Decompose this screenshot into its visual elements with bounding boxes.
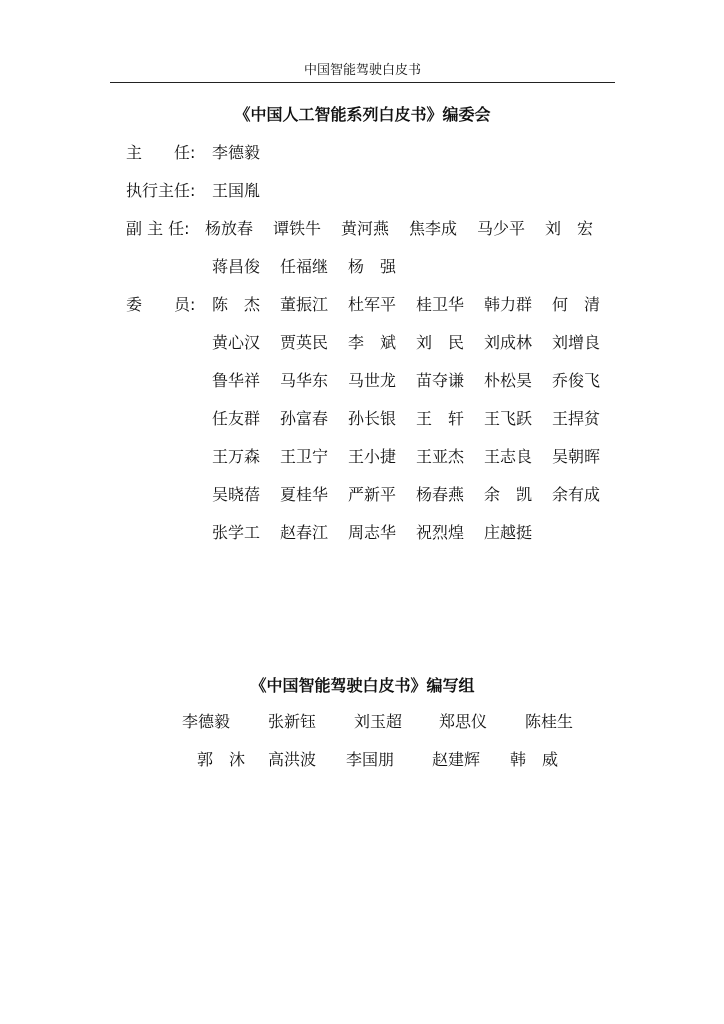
committee-name: 陈 杰 [212,295,261,314]
header-rule [110,82,615,83]
committee-name: 谭铁牛 [273,219,322,238]
committee-name: 王捍贫 [552,409,601,428]
committee-name: 余 凯 [484,485,533,504]
committee-name: 赵春江 [280,523,329,542]
executive-label: 执行主任: [126,181,196,200]
committee-title: 《中国人工智能系列白皮书》编委会 [234,105,491,124]
committee-name: 王卫宁 [280,447,329,466]
committee-name: 黄河燕 [341,219,390,238]
committee-name: 杨 强 [348,257,397,276]
committee-name: 黄心汉 [212,333,261,352]
committee-name: 焦李成 [409,219,458,238]
committee-name: 王飞跃 [484,409,533,428]
committee-name: 马华东 [280,371,329,390]
writer-name: 李国朋 [346,750,395,769]
committee-name: 王志良 [484,447,533,466]
committee-name: 王小捷 [348,447,397,466]
committee-name: 王 轩 [416,409,465,428]
committee-name: 刘成林 [484,333,533,352]
committee-name: 张学工 [212,523,261,542]
writer-name: 李德毅 [182,712,231,731]
chair-name: 李德毅 [212,143,261,162]
committee-name: 马世龙 [348,371,397,390]
committee-name: 庄越挺 [484,523,533,542]
committee-name: 乔俊飞 [552,371,601,390]
committee-name: 鲁华祥 [212,371,261,390]
committee-name: 祝烈煌 [416,523,465,542]
vice-chair-label: 副 主 任: [126,219,190,238]
committee-name: 贾英民 [280,333,329,352]
committee-name: 余有成 [552,485,601,504]
chair-label: 主 任: [126,143,196,162]
committee-name: 马少平 [477,219,526,238]
writing-group-title: 《中国智能驾驶白皮书》编写组 [250,676,475,695]
committee-name: 苗夺谦 [416,371,465,390]
committee-name: 王亚杰 [416,447,465,466]
committee-name: 刘增良 [552,333,601,352]
committee-name: 董振江 [280,295,329,314]
committee-name: 孙长银 [348,409,397,428]
writer-name: 高洪波 [268,750,317,769]
committee-name: 杨春燕 [416,485,465,504]
executive-name: 王国胤 [212,181,261,200]
committee-name: 杜军平 [348,295,397,314]
writer-name: 郭 沐 [197,750,246,769]
committee-name: 李 斌 [348,333,397,352]
committee-name: 蒋昌俊 [212,257,261,276]
committee-name: 桂卫华 [416,295,465,314]
committee-name: 刘 宏 [545,219,594,238]
members-label: 委 员: [126,295,196,314]
committee-name: 杨放春 [205,219,254,238]
writer-name: 赵建辉 [432,750,481,769]
writer-name: 郑思仪 [439,712,488,731]
committee-name: 任福继 [280,257,329,276]
committee-name: 朴松昊 [484,371,533,390]
committee-name: 吴晓蓓 [212,485,261,504]
committee-name: 夏桂华 [280,485,329,504]
writer-name: 张新钰 [268,712,317,731]
running-header: 中国智能驾驶白皮书 [303,63,421,78]
committee-name: 王万森 [212,447,261,466]
committee-name: 周志华 [348,523,397,542]
writer-name: 陈桂生 [525,712,574,731]
committee-name: 刘 民 [416,333,465,352]
committee-name: 孙富春 [280,409,329,428]
committee-name: 韩力群 [484,295,533,314]
writer-name: 韩 威 [510,750,559,769]
committee-name: 吴朝晖 [552,447,601,466]
writer-name: 刘玉超 [354,712,403,731]
committee-name: 任友群 [212,409,261,428]
committee-name: 何 清 [552,295,601,314]
committee-name: 严新平 [348,485,397,504]
